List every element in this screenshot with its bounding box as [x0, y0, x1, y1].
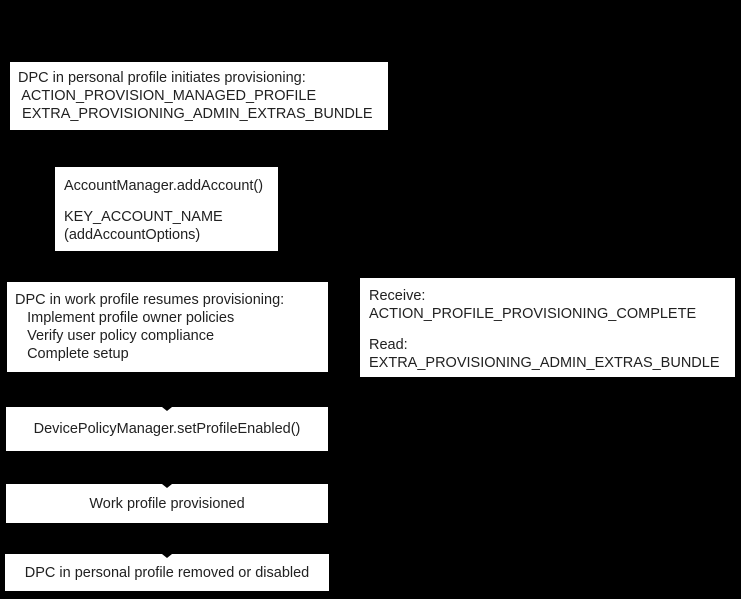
- box-text: [369, 287, 726, 323]
- box-dpc-removed-or-disabled: [5, 554, 329, 591]
- box-receive-provisioning-complete: [360, 278, 735, 377]
- box-text: [18, 69, 380, 123]
- arrow-tip-icon: [162, 554, 172, 558]
- text-line: EXTRA_PROVISIONING_ADMIN_EXTRAS_BUNDLE: [369, 355, 720, 371]
- text-line: DPC in work profile resumes provisioning:: [15, 292, 285, 308]
- text-line: Receive:: [369, 288, 426, 304]
- text-line: Implement profile owner policies: [15, 310, 235, 326]
- text-line: Complete setup: [15, 346, 129, 362]
- text-line: KEY_ACCOUNT_NAME: [64, 209, 223, 225]
- box-dpc-work-profile-resumes: [7, 282, 328, 372]
- box-text: [369, 336, 726, 372]
- arrow-tip-icon: [162, 484, 172, 488]
- text-line: DPC in personal profile initiates provisioning:: [18, 70, 306, 86]
- box-set-profile-enabled: [6, 407, 328, 451]
- text-line: (addAccountOptions): [64, 227, 201, 243]
- text-line: Read:: [369, 337, 408, 353]
- box-text: [64, 177, 269, 195]
- text-line: AccountManager.addAccount(): [64, 178, 264, 194]
- box-text: [64, 208, 269, 244]
- text-line: DPC in personal profile removed or disabled: [24, 564, 310, 581]
- text-line: Verify user policy compliance: [15, 328, 215, 344]
- box-work-profile-provisioned: [6, 484, 328, 523]
- box-text: [15, 291, 320, 363]
- text-line: ACTION_PROVISION_MANAGED_PROFILE: [18, 88, 317, 104]
- arrow-tip-icon: [162, 407, 172, 411]
- text-line: ACTION_PROFILE_PROVISIONING_COMPLETE: [369, 306, 697, 322]
- text-line: EXTRA_PROVISIONING_ADMIN_EXTRAS_BUNDLE: [18, 106, 373, 122]
- text-line: Work profile provisioned: [89, 495, 245, 512]
- text-line: DevicePolicyManager.setProfileEnabled(): [33, 421, 301, 437]
- box-account-manager-add-account: [55, 167, 278, 251]
- box-dpc-personal-initiates-provisioning: [10, 62, 388, 130]
